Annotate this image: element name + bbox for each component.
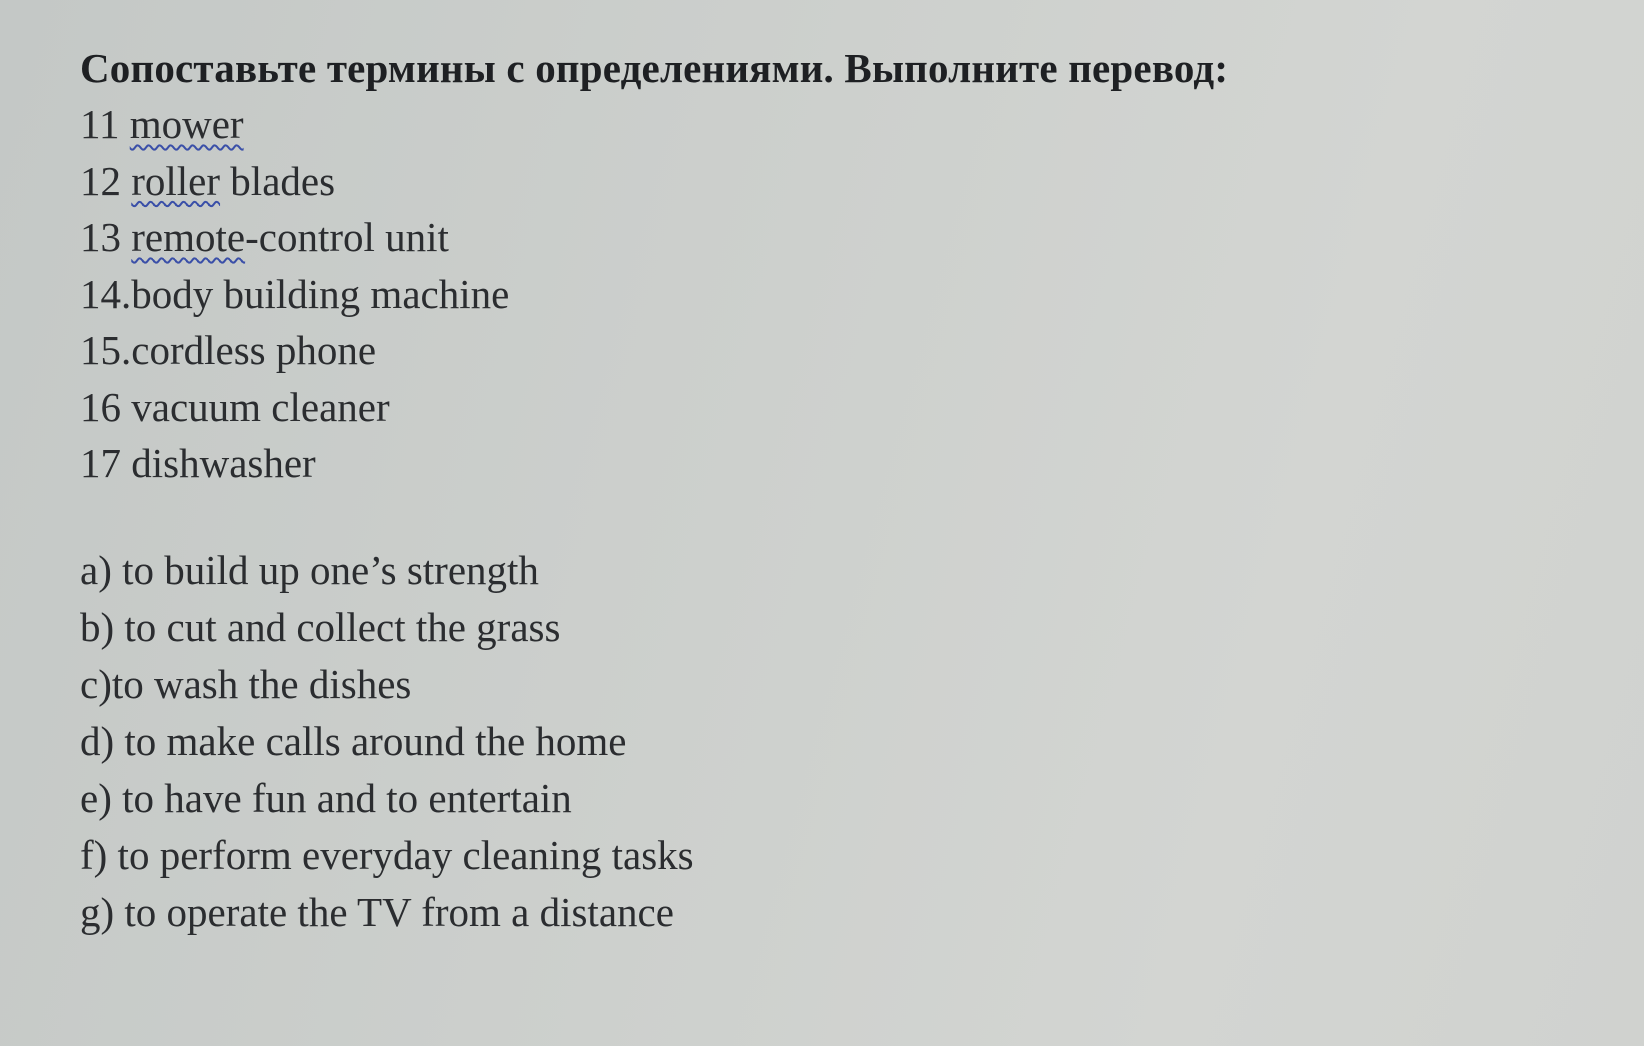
term-rest: blades [220, 157, 336, 204]
definition-item-b: b) to cut and collect the grass [80, 603, 561, 650]
term-item-11 [80, 96, 1600, 153]
document-page [80, 40, 1600, 941]
definition-item-a: a) to build up one’s strength [80, 546, 539, 593]
definition-item-f: f) to perform everyday cleaning tasks [80, 831, 694, 878]
section-spacer [80, 492, 1600, 542]
term-word: cordless phone [131, 327, 377, 373]
term-word: body building machine [131, 270, 510, 317]
term-word: dishwasher [131, 440, 316, 486]
term-word: vacuum cleaner [131, 383, 390, 430]
term-item-13 [80, 209, 1600, 266]
term-separator [121, 214, 131, 260]
term-number: 16 [80, 383, 121, 430]
term-separator [121, 158, 131, 204]
definition-item-e: e) to have fun and to entertain [80, 774, 572, 821]
term-item-17 [80, 435, 1600, 492]
term-separator [119, 101, 129, 147]
definition-item-d: d) to make calls around the home [80, 717, 627, 764]
term-number: 12 [80, 157, 121, 204]
term-number: 13 [80, 214, 121, 260]
term-number: 17 [80, 440, 121, 486]
term-word: roller [131, 157, 221, 204]
term-item-15 [80, 322, 1600, 379]
term-word: remote [131, 214, 246, 260]
term-number: 15 [80, 327, 121, 373]
term-number: 11 [80, 101, 120, 147]
term-separator [121, 440, 131, 486]
definition-item-c: c)to wash the dishes [80, 660, 412, 707]
term-number: 14 [80, 270, 121, 317]
definition-item-g: g) to operate the TV from a distance [80, 888, 674, 935]
terms-list [80, 96, 1600, 492]
term-word: mower [129, 101, 244, 147]
term-item-12 [80, 153, 1600, 210]
term-rest: -control unit [245, 214, 449, 260]
definitions-list [80, 542, 1600, 941]
term-item-16 [80, 379, 1600, 436]
task-heading: Сопоставьте термины с определениями. Выполните перевод: [80, 45, 1229, 91]
term-separator: . [121, 327, 132, 373]
term-item-14 [80, 266, 1600, 323]
term-separator: . [121, 270, 132, 317]
term-separator [121, 384, 131, 430]
